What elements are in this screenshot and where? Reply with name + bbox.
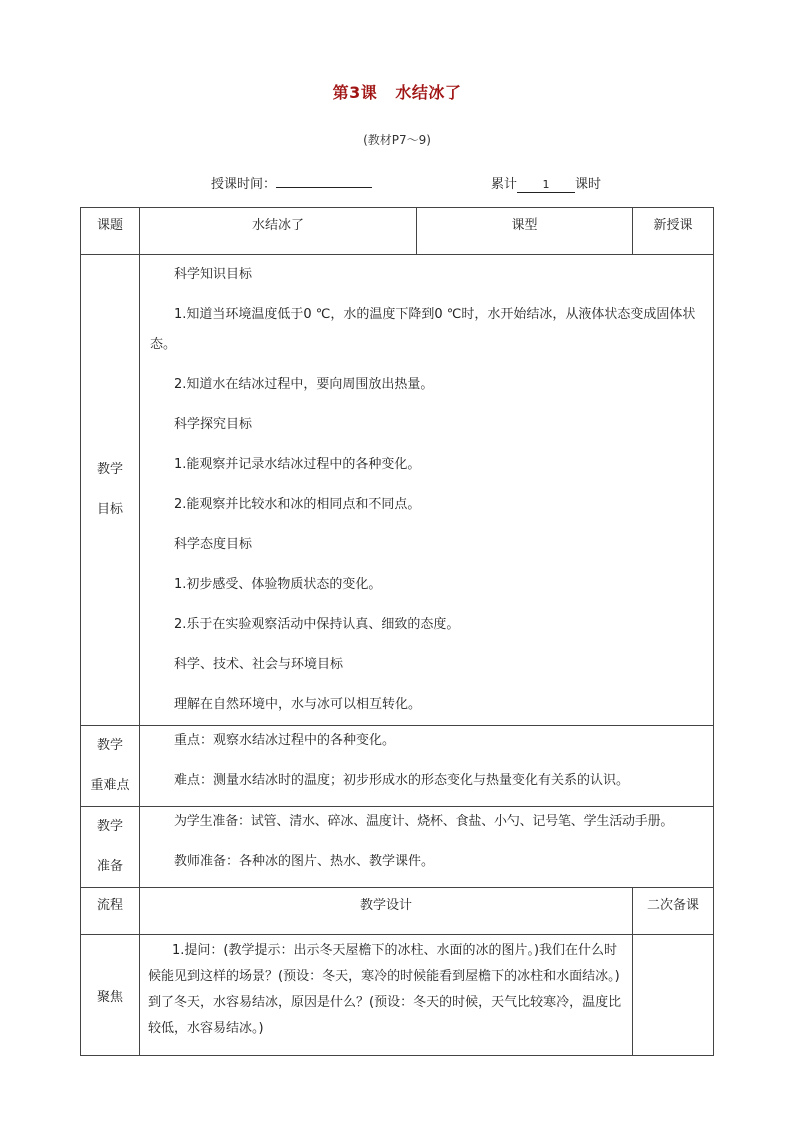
- goal-line: 理解在自然环境中，水与冰可以相互转化。: [174, 697, 422, 712]
- type-label: 课型: [417, 208, 633, 255]
- focus-content: 1.提问：(教学提示：出示冬天屋檐下的冰柱、水面的冰的图片。)我们在什么时候能见到这样的场景？(预设：冬天，寒冷的时候能看到屋檐下的冰柱和水面结冰。)到了冬天，水容易结冰，原因是什么？(预设：冬天的时候，天气比较寒冷，温度比较低，水容易结冰。): [140, 935, 633, 1056]
- lesson-number: 第3课: [332, 83, 378, 102]
- total-label: 累计: [491, 177, 518, 192]
- focus-label: 聚焦: [81, 935, 140, 1056]
- teaching-time-blank: [276, 187, 372, 188]
- design-label: 教学设计: [140, 888, 633, 935]
- goals-row: [81, 255, 714, 726]
- goal-line: 1.能观察并记录水结冰过程中的各种变化。: [174, 457, 421, 472]
- teaching-time: [211, 173, 372, 192]
- goal-line: 科学态度目标: [174, 537, 253, 552]
- key-points-content: [140, 726, 714, 807]
- total-value: 1: [517, 178, 575, 193]
- focus-row: [81, 935, 714, 1056]
- preparation-line: 教师准备：各种冰的图片、热水、教学课件。: [174, 854, 435, 869]
- teaching-time-label: 授课时间：: [211, 177, 277, 192]
- preparation-line: 为学生准备：试管、清水、碎冰、温度计、烧杯、食盐、小勺、记号笔、学生活动手册。: [174, 814, 674, 829]
- secondary-label: 二次备课: [633, 888, 714, 935]
- goal-line: 科学探究目标: [174, 417, 253, 432]
- topic-value: 水结冰了: [140, 208, 417, 255]
- lesson-title: 水结冰了: [395, 83, 462, 102]
- key-point-line: 难点：测量水结冰时的温度；初步形成水的形态变化与热量变化有关系的认识。: [174, 773, 630, 788]
- preparation-label-1: 教学: [96, 819, 123, 834]
- key-point-line: 重点：观察水结冰过程中的各种变化。: [174, 733, 396, 748]
- total-periods: [491, 173, 601, 193]
- goal-line: 2.知道水在结冰过程中，要向周围放出热量。: [174, 377, 434, 392]
- topic-label: 课题: [81, 208, 140, 255]
- goals-label: [81, 255, 140, 726]
- topic-row: [81, 208, 714, 255]
- goal-line: 科学知识目标: [174, 267, 253, 282]
- key-points-label: [81, 726, 140, 807]
- goals-label-1: 教学: [96, 462, 123, 477]
- textbook-pages: (教材P7～9): [363, 133, 431, 147]
- focus-notes: [633, 935, 714, 1056]
- goal-line: 1.知道当环境温度低于0 ℃，水的温度下降到0 ℃时，水开始结冰，从液体状态变成固体状态。: [150, 307, 696, 352]
- goal-line: 2.乐于在实验观察活动中保持认真、细致的态度。: [174, 617, 460, 632]
- process-header-row: [81, 888, 714, 935]
- type-value: 新授课: [633, 208, 714, 255]
- total-unit: 课时: [575, 177, 602, 192]
- preparation-label: [81, 807, 140, 888]
- preparation-row: [81, 807, 714, 888]
- preparation-label-2: 准备: [96, 859, 123, 874]
- key-points-label-2: 重难点: [90, 778, 130, 793]
- goal-line: 科学、技术、社会与环境目标: [174, 657, 344, 672]
- preparation-content: [140, 807, 714, 888]
- process-label: 流程: [81, 888, 140, 935]
- goal-line: 1.初步感受、体验物质状态的变化。: [174, 577, 382, 592]
- goals-content: [140, 255, 714, 726]
- key-points-row: [81, 726, 714, 807]
- key-points-label-1: 教学: [96, 738, 123, 753]
- goal-line: 2.能观察并比较水和冰的相同点和不同点。: [174, 497, 421, 512]
- goals-label-2: 目标: [96, 502, 123, 517]
- page-title: [0, 80, 794, 103]
- lesson-plan-table: [80, 207, 714, 1056]
